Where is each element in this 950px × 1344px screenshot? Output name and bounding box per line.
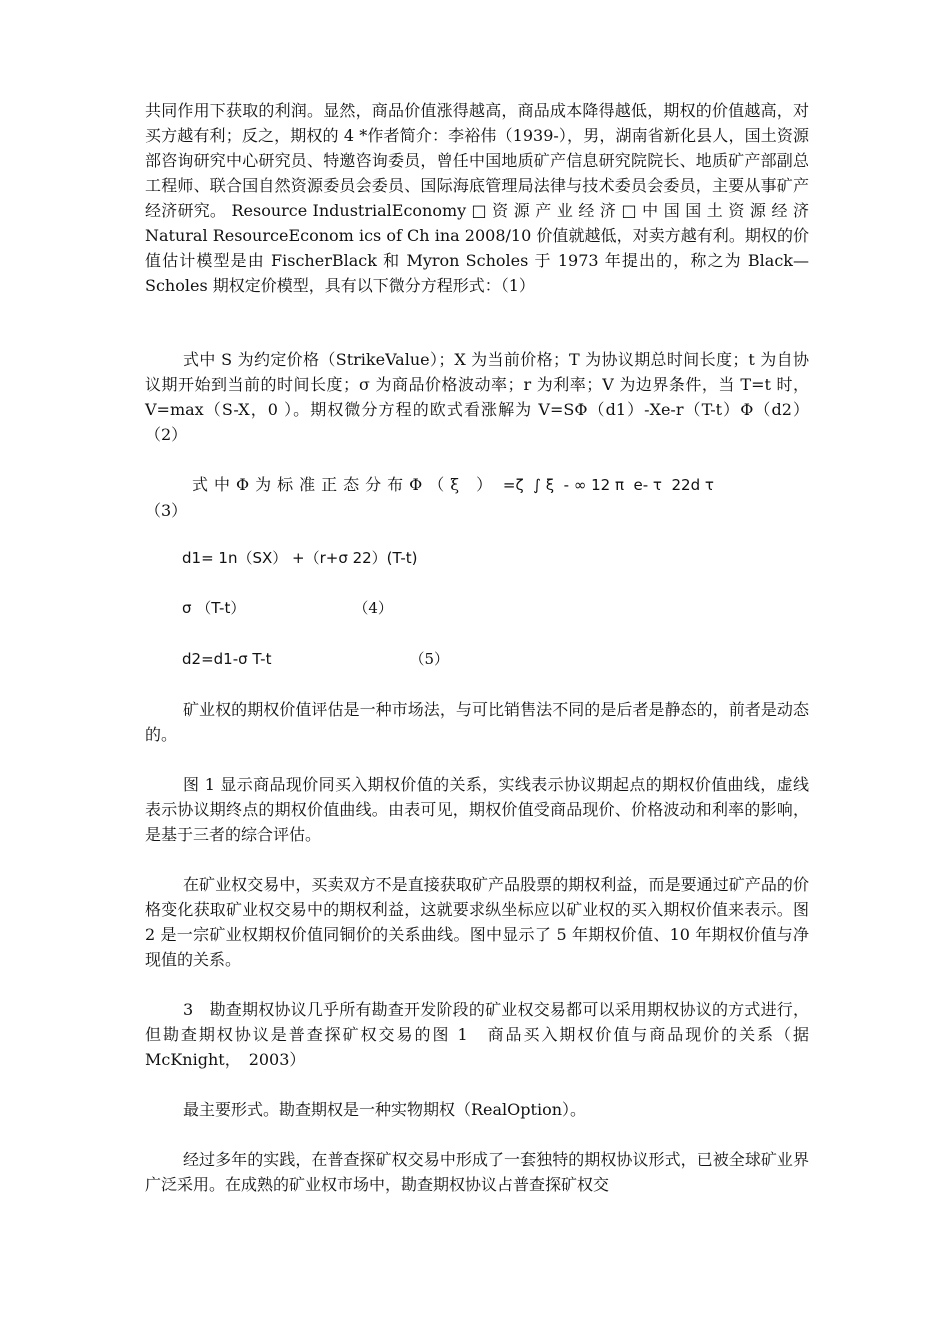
paragraph-real-option: 最主要形式。勘查期权是一种实物期权（RealOption）。 [183, 1100, 587, 1119]
paragraph-mining-rights: 在矿业权交易中，买卖双方不是直接获取矿产品股票的期权利益，而是要通过矿产品的价格变化获取矿业权交易中的期权利益，这就要求纵坐标应以矿业权的买入期权价值来表示。图 2 是一宗矿业权期权价值同铜价的关系曲线。图中显示了 5 年期权价值、10 年期权价值与净现值的关系。 [145, 875, 809, 969]
equation-5 [182, 647, 449, 672]
paragraph-practice: 经过多年的实践，在普查探矿权交易中形成了一套独特的期权协议形式，已被全球矿业界广泛采用。在成熟的矿业权市场中，勘查期权协议占普查探矿权交 [145, 1150, 809, 1194]
equation-5-tag: （5） [409, 650, 450, 668]
equation-3-tag: （3） [145, 501, 188, 520]
equation-4-tag: （4） [353, 599, 393, 617]
paragraph-author-intro: 共同作用下获取的利润。显然，商品价值涨得越高，商品成本降得越低，期权的价值越高，对买方越有利；反之，期权的 4 *作者简介：李裕伟（1939-），男，湖南省新化县人，国土资源部咨询研究中心研究员、特邀咨询委员，曾任中国地质矿产信息研究院院长、地质矿产部副总工程师、联合国自然资源委员会委员、国际海底管理局法律与技术委员会委员，主要从事矿产经济研究。 Resource IndustrialEconomy □ 资 源 产 业 经 济 □ 中 国 国 土 资 源 经 济 Natural ResourceEconom ics of Ch ina 2008/10 价值就越低，对卖方越有利。期权的价值估计模型是由 FischerBlack 和 Myron Scholes 于 1973 年提出的，称之为 Black—Scholes 期权定价模型，具有以下微分方程形式：（1） [145, 101, 809, 295]
equation-3-formula: =ζ ∫ ξ - ∞ 12 π e- τ 22d τ [498, 476, 714, 494]
paragraph-variable-definitions: 式中 S 为约定价格（StrikeValue）；X 为当前价格；T 为协议期总时间长度；t 为自协议期开始到当前的时间长度；σ 为商品价格波动率；r 为利率；V 为边界条件，当 T=t 时，V=max（S-X，0 ）。期权微分方程的欧式看涨解为 V=SΦ（d1）-Xe-r（T-t）Φ（d2） （2） [145, 350, 809, 444]
equation-5-formula: d2=d1-σ T-t [182, 650, 272, 668]
paragraph-market-method: 矿业权的期权价值评估是一种市场法，与可比销售法不同的是后者是静态的，前者是动态的。 [145, 700, 809, 744]
equation-3 [145, 472, 809, 523]
paragraph-figure-1: 图 1 显示商品现价同买入期权价值的关系，实线表示协议期起点的期权价值曲线，虚线表示协议期终点的期权价值曲线。由表可见，期权价值受商品现价、价格波动和利率的影响，是基于三者的综合评估。 [145, 775, 809, 844]
equation-4-formula: σ （T-t） [182, 599, 246, 617]
paragraph-exploration-option: 3 勘查期权协议几乎所有勘查开发阶段的矿业权交易都可以采用期权协议的方式进行，但勘查期权协议是普查探矿权交易的图 1 商品买入期权价值与商品现价的关系（据 McKnight， 2003） [145, 1000, 809, 1069]
equation-3-text: 式中Φ为标准正态分布Φ（ξ ） [192, 475, 499, 494]
equation-d1: d1= 1n（SX） +（r+σ 22）(T-t) [182, 549, 418, 567]
equation-4 [182, 596, 393, 621]
